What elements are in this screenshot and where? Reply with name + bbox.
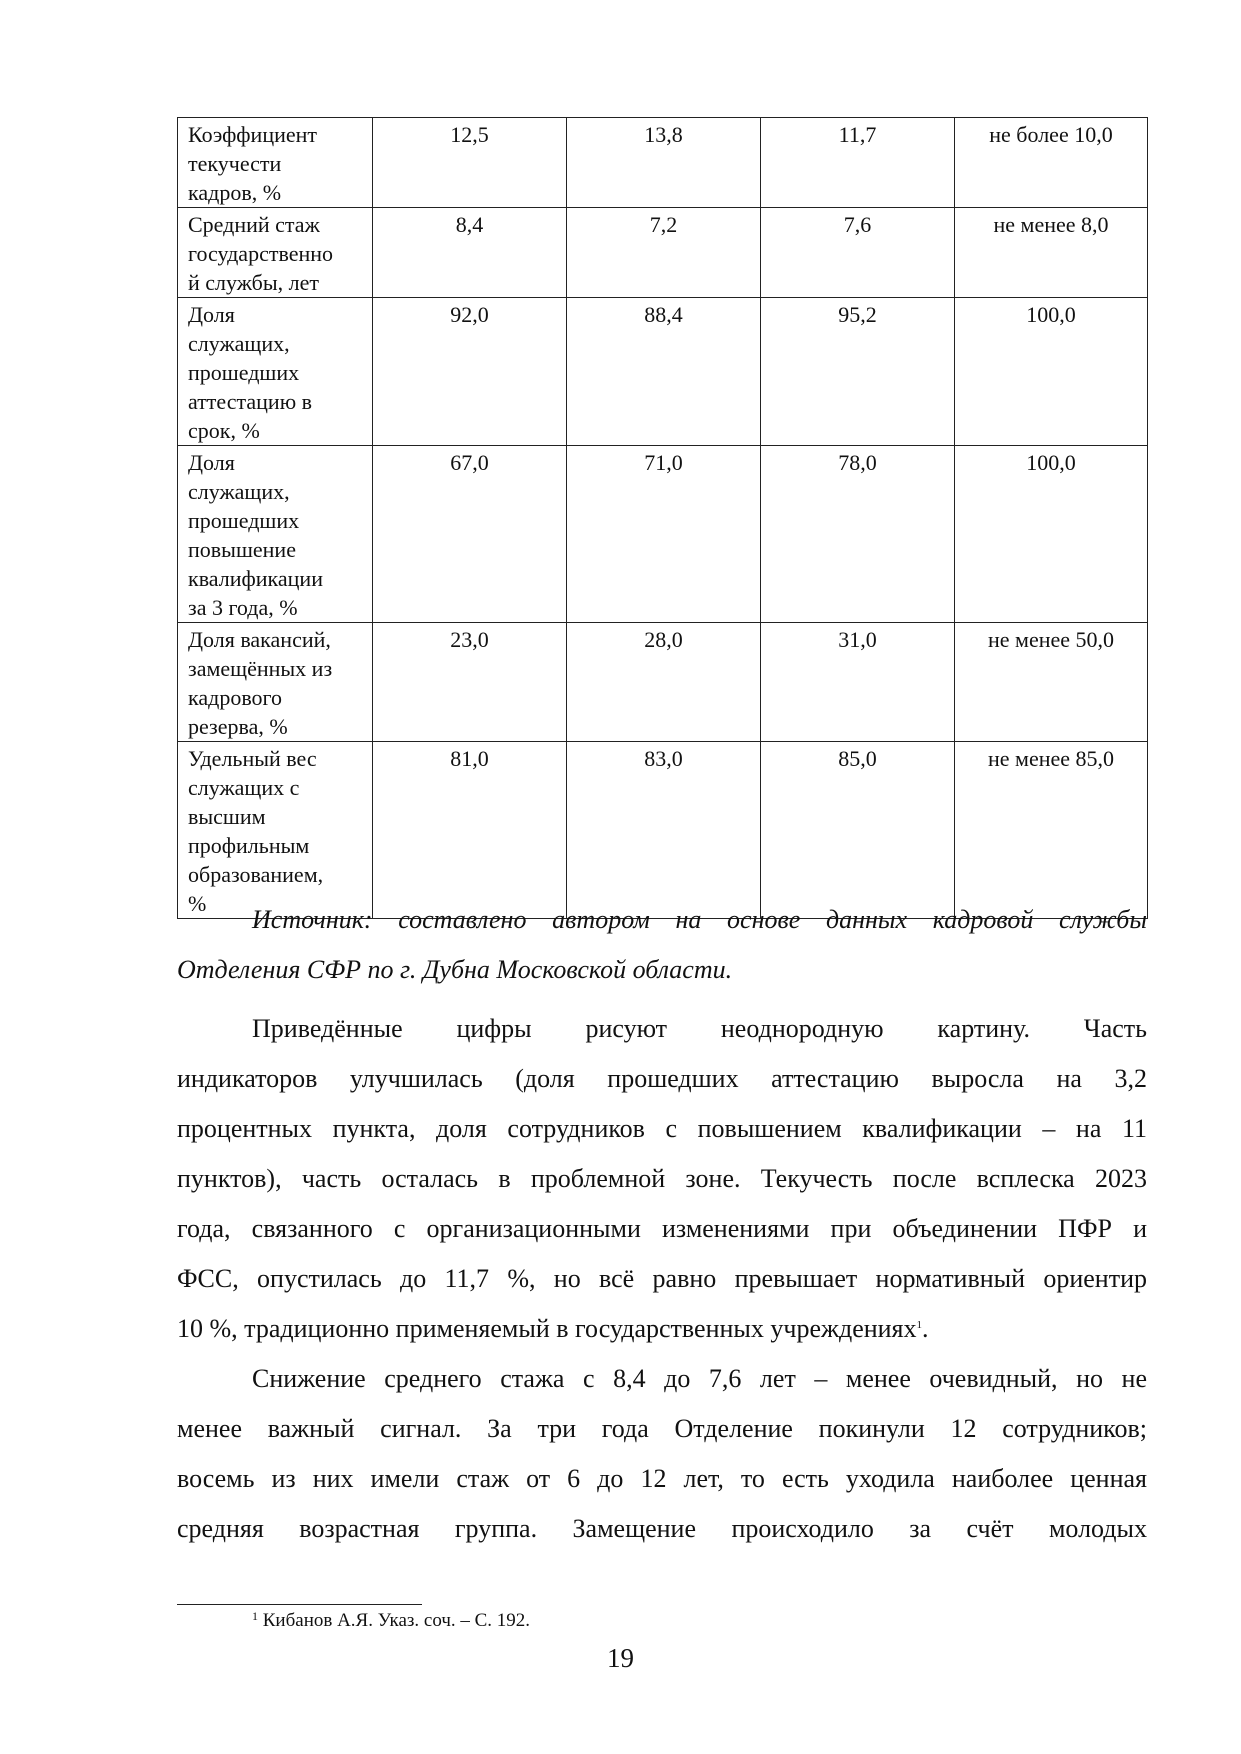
value-cell: 81,0 bbox=[373, 742, 567, 919]
table-row bbox=[178, 623, 1148, 742]
table-row bbox=[178, 298, 1148, 446]
footnote bbox=[252, 1608, 530, 1634]
target-cell: 100,0 bbox=[955, 446, 1148, 623]
body-paragraph: Приведённые цифры рисуют неоднородную картину. Часть индикаторов улучшилась (доля прошедших аттестацию выросла на 3,2 процентных пункта, доля сотрудников с повышением квалификации – на 11 пунктов), часть осталась в проблемной зоне. Текучесть после всплеска 2023 года, связанного с организационными изменениями при объединении ПФР и ФСС, опустилась до 11,7 %, но всё равно превышает нормативный ориентир 10 %, традиционно применяемый в государственных учреждениях$^1$. bbox=[177, 1014, 1147, 1343]
value-cell: 31,0 bbox=[761, 623, 955, 742]
value-cell: 71,0 bbox=[567, 446, 761, 623]
value-cell: 78,0 bbox=[761, 446, 955, 623]
footnote-text: Кибанов А.Я. Указ. соч. – С. 192. bbox=[262, 1610, 531, 1631]
value-cell: 13,8 bbox=[567, 118, 761, 208]
value-cell: 95,2 bbox=[761, 298, 955, 446]
indicator-label: Доля служащих, прошедших аттестацию в срок, % bbox=[178, 298, 373, 446]
table-row bbox=[178, 446, 1148, 623]
target-cell: не более 10,0 bbox=[955, 118, 1148, 208]
page-number: 19 bbox=[607, 1643, 634, 1673]
footnote-reference[interactable]: 1 bbox=[916, 1319, 923, 1331]
indicator-label: Удельный вес служащих с высшим профильным образованием, % bbox=[178, 742, 373, 919]
value-cell: 8,4 bbox=[373, 208, 567, 298]
value-cell: 23,0 bbox=[373, 623, 567, 742]
table-row bbox=[178, 208, 1148, 298]
value-cell: 88,4 bbox=[567, 298, 761, 446]
body-paragraph: Снижение среднего стажа с 8,4 до 7,6 лет – менее очевидный, но не менее важный сигнал. За три года Отделение покинули 12 сотрудников; восемь из них имели стаж от 6 до 12 лет, то есть уходила наиболее ценная средняя возрастная группа. Замещение происходило за счёт молодых bbox=[177, 1364, 1147, 1543]
table-row bbox=[178, 742, 1148, 919]
table-row bbox=[178, 118, 1148, 208]
footnote-separator bbox=[177, 1604, 422, 1605]
indicator-label: Доля служащих, прошедших повышение квалификации за 3 года, % bbox=[178, 446, 373, 623]
value-cell: 11,7 bbox=[761, 118, 955, 208]
footnote-number: 1 bbox=[252, 1609, 258, 1623]
value-cell: 85,0 bbox=[761, 742, 955, 919]
value-cell: 12,5 bbox=[373, 118, 567, 208]
value-cell: 7,2 bbox=[567, 208, 761, 298]
indicator-label: Доля вакансий, замещённых из кадрового резерва, % bbox=[178, 623, 373, 742]
value-cell: 92,0 bbox=[373, 298, 567, 446]
value-cell: 7,6 bbox=[761, 208, 955, 298]
value-cell: 67,0 bbox=[373, 446, 567, 623]
target-cell: не менее 8,0 bbox=[955, 208, 1148, 298]
table-source-note: Источник: составлено автором на основе данных кадровой службы Отделения СФР по г. Дубна Московской области. bbox=[177, 905, 1147, 984]
target-cell: не менее 50,0 bbox=[955, 623, 1148, 742]
indicator-label: Коэффициент текучести кадров, % bbox=[178, 118, 373, 208]
indicator-label: Средний стаж государственно й службы, лет bbox=[178, 208, 373, 298]
hr-indicators-table bbox=[177, 117, 1148, 919]
value-cell: 28,0 bbox=[567, 623, 761, 742]
target-cell: 100,0 bbox=[955, 298, 1148, 446]
value-cell: 83,0 bbox=[567, 742, 761, 919]
target-cell: не менее 85,0 bbox=[955, 742, 1148, 919]
